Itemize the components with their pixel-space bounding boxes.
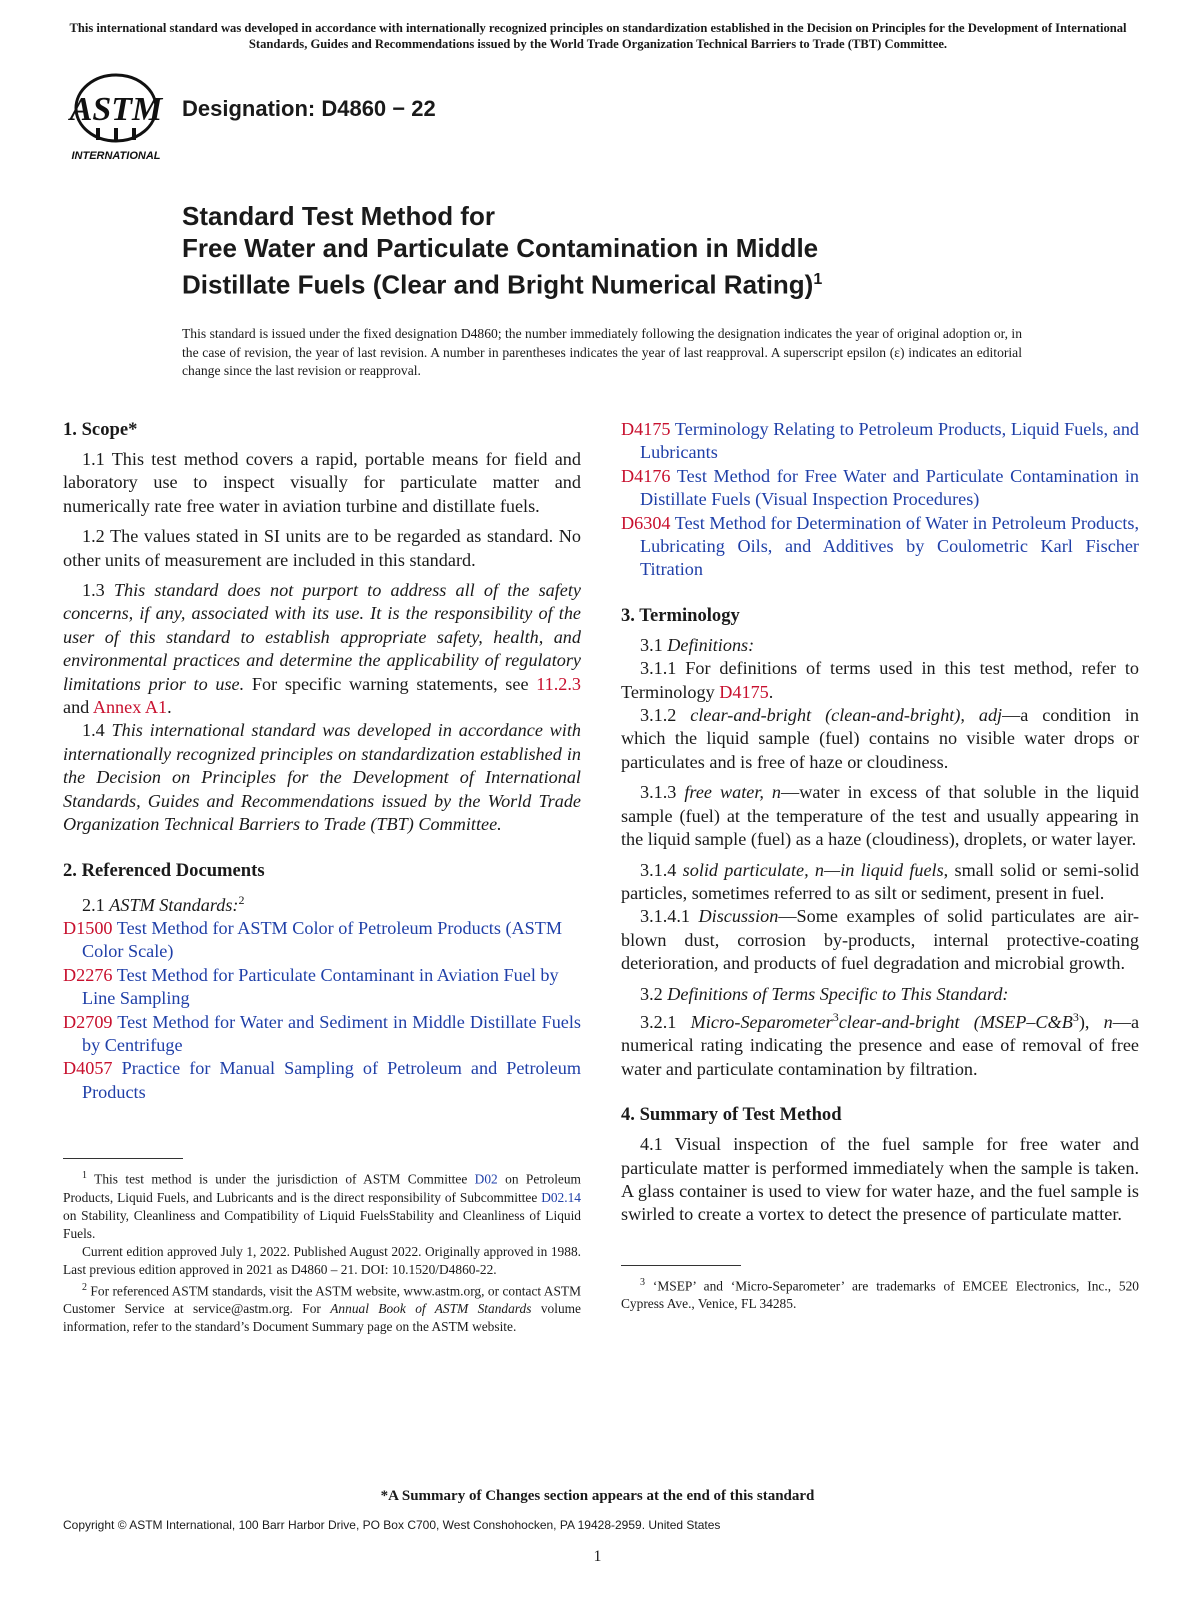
section-4-heading: 4. Summary of Test Method (621, 1104, 842, 1126)
ref-item (63, 964, 581, 1011)
ref-code-link[interactable]: D6304 (621, 512, 671, 533)
title-line-3: Distillate Fuels (Clear and Bright Numerical Rating) (182, 269, 814, 300)
para-2-1: 2.1 ASTM Standards:$^2$ (82, 892, 245, 915)
ref-code-link[interactable]: D4175 (621, 419, 671, 439)
ref-item (621, 418, 1139, 465)
footnote-2: $^2$ For referenced ASTM standards, visit the ASTM website, www.astm.org, or contact ASTM Customer Service at service@astm.org. For Annual Book of ASTM Standards volume information, refer to the standard’s Document Summary page on the ASTM website. (63, 1281, 581, 1335)
para-3-1-1: 3.1.1 For definitions of terms used in this test method, refer to Terminology D4175. (621, 658, 1139, 702)
ref-code-link[interactable]: D4057 (63, 1058, 113, 1079)
footnote-1-edition: Current edition approved July 1, 2022. Published August 2022. Originally approved in 1988. Last previous edition approved in 2021 as D4860 – 21. DOI: 10.1520/D4860-22. (63, 1243, 581, 1277)
ref-title-link[interactable]: Practice for Manual Sampling of Petroleum and Petroleum Products (82, 1058, 581, 1102)
para-1-3: 1.3 This standard does not purport to address all of the safety concerns, if any, associated with its use. It is the responsibility of the user of this standard to establish appropriate safety, health, and environmental practices and determine the applicability of regulatory limitations prior to use. For specific warning statements, see 11.2.3 and Annex A1. (63, 580, 582, 718)
top-notice: This international standard was developed in accordance with internationally recognized principles on standardization established in the Decision on Principles for the Development of International Standards, Guides and Recommendations issued by the World Trade Organization Technical Barriers to Trade (TBT) Committee. (69, 21, 1127, 51)
para-1-2: 1.2 The values stated in SI units are to be regarded as standard. No other units of measurement are included in this standard. (63, 526, 581, 570)
ref-title-link[interactable]: Test Method for ASTM Color of Petroleum Products (ASTM Color Scale) (82, 917, 563, 962)
page-number: 1 (593, 1548, 602, 1565)
ref-code-link[interactable]: D2709 (63, 1011, 113, 1032)
section-1-heading: 1. Scope* (63, 419, 138, 440)
link-d4175[interactable]: D4175 (719, 681, 769, 702)
para-3-1-3: 3.1.3 free water, n—water in excess of that soluble in the liquid sample (fuel) at the temperature of the test and usually appearing in the liquid sample (fuel) as a haze (cloudiness), droplets, or water layer. (621, 782, 1139, 850)
logo-international: INTERNATIONAL (71, 150, 161, 162)
footnote-rule (63, 1158, 183, 1159)
ref-title-link[interactable]: Test Method for Determination of Water in Petroleum Products, Lubricating Oils, and Additives by Coulometric Karl Fischer Titration (640, 512, 1139, 580)
ref-code-link[interactable]: D2276 (63, 964, 113, 985)
link-11-2-3[interactable]: 11.2.3 (536, 673, 582, 694)
para-3-1-4-1: 3.1.4.1 Discussion—Some examples of solid particulates are air-blown dust, corrosion by-products, internal protective-coating deterioration, and products of fuel degradation and microbial growth. (621, 906, 1139, 974)
right-column (621, 418, 1139, 1313)
left-column (63, 418, 581, 1336)
link-d02-14[interactable]: D02.14 (541, 1189, 581, 1205)
footnotes-right (621, 1274, 1139, 1313)
link-annex-a1[interactable]: Annex A1 (92, 697, 168, 718)
para-3-2: 3.2 Definitions of Terms Specific to This Standard: (640, 983, 1009, 1004)
section-3-heading: 3. Terminology (621, 604, 740, 626)
ref-code-link[interactable]: D4176 (621, 465, 671, 486)
designation: Designation: D4860 − 22 (182, 96, 436, 121)
section-2-heading: 2. Referenced Documents (63, 859, 265, 881)
ref-code-link[interactable]: D1500 (63, 917, 113, 938)
ref-item (621, 512, 1139, 582)
footnote-1: $^1$ This test method is under the jurisdiction of ASTM Committee D02 on Petroleum Products, Liquid Fuels, and Lubricants and is the direct responsibility of Subcommittee D02.14 on Stability, Cleanliness and Compatibility of Liquid FuelsStability and Cleanliness of Liquid Fuels. (63, 1170, 581, 1241)
footnote-rule (621, 1265, 741, 1266)
logo-letters: ASTM (69, 91, 163, 128)
para-3-1-4: 3.1.4 solid particulate, n—in liquid fuels, small solid or semi-solid particles, sometimes referred to as silt or sediment, present in fuel. (621, 859, 1139, 903)
astm-logo (62, 70, 170, 164)
para-3-2-1: 3.2.1 Micro-Separometer$^3$clear-and-bright $(MSEP-C\&B^3)$, n—a numerical rating indicating the presence and ease of removal of free water and particulate contamination by filtration. (621, 1009, 1140, 1079)
ref-item (621, 465, 1139, 512)
para-1-1: 1.1 This test method covers a rapid, portable means for field and laboratory use to inspect visually for particulate matter and numerically rate free water in aviation turbine and distillate fuels. (63, 449, 581, 516)
document-title (182, 200, 1082, 301)
para-3-1-2: 3.1.2 clear-and-bright (clean-and-bright), adj—a condition in which the liquid sample (fuel) contains no visible water drops or particulates and is free of haze or cloudiness. (621, 705, 1140, 772)
summary-of-changes-note: *A Summary of Changes section appears at the end of this standard (380, 1488, 815, 1504)
ref-title-link[interactable]: Test Method for Free Water and Particulate Contamination in Distillate Fuels (Visual Inspection Procedures) (640, 465, 1139, 510)
ref-item (63, 917, 581, 964)
copyright: Copyright © ASTM International, 100 Barr Harbor Drive, PO Box C700, West Conshohocken, PA 19428-2959. United States (63, 1518, 721, 1532)
para-3-1: 3.1 Definitions: (640, 634, 755, 655)
title-line-1: Standard Test Method for (182, 201, 495, 231)
ref-title-link[interactable]: Terminology Relating to Petroleum Products, Liquid Fuels, and Lubricants (640, 419, 1140, 463)
link-d02[interactable]: D02 (474, 1171, 498, 1187)
footnotes-left (63, 1167, 581, 1336)
footnote-3: $^3$ ‘MSEP’ and ‘Micro-Separometer’ are trademarks of EMCEE Electronics, Inc., 520 Cypress Ave., Venice, FL 34285. (621, 1276, 1139, 1312)
title-footnote-mark: 1 (813, 271, 823, 288)
ref-title-link[interactable]: Test Method for Particulate Contaminant in Aviation Fuel by Line Sampling (82, 964, 559, 1009)
ref-title-link[interactable]: Test Method for Water and Sediment in Middle Distillate Fuels by Centrifuge (82, 1011, 581, 1055)
ref-item (63, 1011, 581, 1058)
ref-item (63, 1057, 581, 1104)
title-line-2: Free Water and Particulate Contamination in Middle (182, 233, 819, 263)
issued-note: This standard is issued under the fixed designation D4860; the number immediately following the designation indicates the year of original adoption or, in the case of revision, the year of last revision. A number in parentheses indicates the year of last reapproval. A superscript epsilon (ε) indicates an editorial change since the last revision or reapproval. (182, 326, 1022, 378)
para-1-4: 1.4 This international standard was developed in accordance with internationally recognized principles on standardization established in the Decision on Principles for the Development of International Standards, Guides and Recommendations issued by the World Trade Organization Technical Barriers to Trade (TBT) Committee. (63, 720, 582, 835)
para-4-1: 4.1 Visual inspection of the fuel sample for free water and particulate matter is performed immediately when the sample is taken. A glass container is used to view for water haze, and the fuel sample is swirled to create a vortex to detect the presence of particulate matter. (621, 1134, 1139, 1225)
